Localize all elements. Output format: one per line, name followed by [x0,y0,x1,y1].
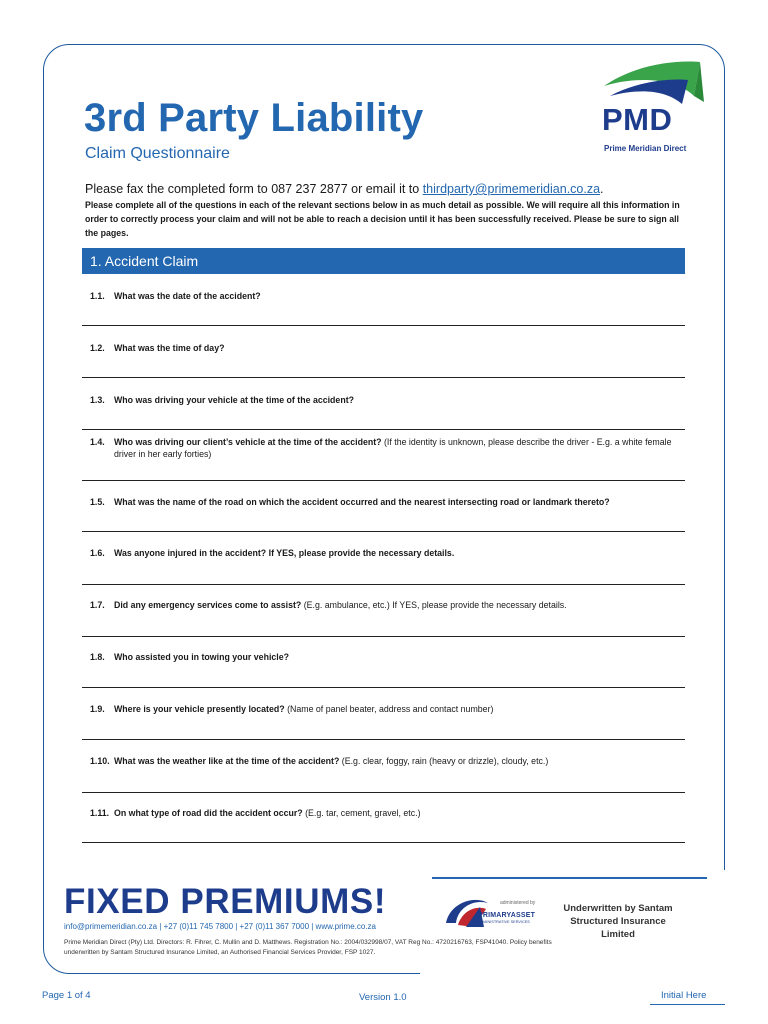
question-bold-text: Did any emergency services come to assist? [114,600,302,610]
underwritten-by: Underwritten by Santam Structured Insurance Limited [563,903,673,940]
instructions-text: Please complete all of the questions in each of the relevant sections below in as much detail as possible. We will require all this information in order to correctly process your claim and will not be able to reach a decision until it has been successfully received. Please be sure to sign all the pages. [85,200,680,238]
question-text [114,436,675,460]
question-bold-text: What was the time of day? [114,343,225,353]
question-text [114,394,675,406]
email-link[interactable]: thirdparty@primemeridian.co.za [422,182,601,196]
primary-asset-tagline: ADMINISTRATIVE SERVICES [478,920,530,924]
question-bold-text: What was the name of the road on which the accident occurred and the nearest intersecting road or landmark thereto? [114,497,610,507]
fax-instruction [85,182,604,196]
question-text [114,651,675,663]
page-subtitle: Claim Questionnaire [85,145,230,162]
initial-here-label: Initial Here [661,990,707,1001]
question-note: (E.g. clear, foggy, rain (heavy or drizzle), cloudy, etc.) [339,756,549,766]
question-number: 1.5. [90,497,105,507]
question-note: (If the identity is unknown, please describe the driver - E.g. a white female driver in her early forties) [114,437,672,459]
legal-notice: Prime Meridian Direct (Pty) Ltd. Directors: R. Fihrer, C. Mullin and D. Matthews. Registration No.: 2004/032998/07, VAT Reg No.: 4720216763, FSP41040. Policy benefits underwritten by Santam Structured Insurance Limited, an Authorised Financial Services Provider, FSP 1027. [64,939,552,956]
contact-details: info@primemeridian.co.za | +27 (0)11 745 7800 | +27 (0)11 367 7000 | www.prime.co.za [64,922,377,931]
page-number: Page 1 of 4 [42,990,91,1001]
question-row[interactable] [82,429,685,481]
section-header-accident-claim: 1. Accident Claim [82,248,685,274]
question-number: 1.4. [90,437,105,447]
question-row[interactable] [82,283,685,326]
question-bold-text: Who assisted you in towing your vehicle? [114,652,289,662]
question-bold-text: Who was driving your vehicle at the time of the accident? [114,395,355,405]
question-number: 1.11. [90,808,110,818]
question-text [114,290,675,302]
question-note: (E.g. ambulance, etc.) If YES, please provide the necessary details. [301,600,567,610]
question-row[interactable] [82,696,685,740]
logo-wordmark: PMD [602,102,673,137]
version-label: Version 1.0 [359,992,407,1003]
question-row[interactable] [82,800,685,843]
fixed-premiums-banner: FIXED PREMIUMS! [64,882,387,921]
administered-by-label: administered by [500,900,536,906]
question-note: (Name of panel beater, address and contact number) [284,704,494,714]
page-title: 3rd Party Liability [84,96,424,140]
question-number: 1.9. [90,704,105,714]
fax-text: Please fax the completed form to 087 237 2877 or email it to [85,182,423,196]
question-bold-text: On what type of road did the accident occur? [114,808,303,818]
question-row[interactable] [82,387,685,430]
question-bold-text: Was anyone injured in the accident? If YES, please provide the necessary details. [114,548,455,558]
question-text [114,342,675,354]
question-text [114,807,675,819]
question-bold-text: Where is your vehicle presently located? [114,704,285,714]
question-row[interactable] [82,335,685,378]
fax-suffix: . [600,182,604,196]
question-text [114,599,675,611]
logo-tagline: Prime Meridian Direct [604,144,687,153]
question-number: 1.1. [90,291,105,301]
question-number: 1.3. [90,395,105,405]
question-text [114,755,675,767]
question-text [114,703,675,715]
question-bold-text: What was the date of the accident? [114,291,261,301]
question-row[interactable] [82,592,685,637]
question-number: 1.6. [90,548,105,558]
initial-signature-line[interactable] [650,1004,725,1005]
question-number: 1.8. [90,652,105,662]
question-row[interactable] [82,489,685,532]
primary-asset-name: PRIMARYASSET [478,912,536,919]
question-bold-text: Who was driving our client’s vehicle at the time of the accident? [114,437,382,447]
question-bold-text: What was the weather like at the time of the accident? [114,756,340,766]
question-text [114,547,675,559]
question-number: 1.10. [90,756,110,766]
footer-divider [432,877,707,879]
question-text [114,496,675,508]
question-number: 1.7. [90,600,105,610]
question-number: 1.2. [90,343,105,353]
question-note: (E.g. tar, cement, gravel, etc.) [302,808,421,818]
question-row[interactable] [82,644,685,688]
question-row[interactable] [82,540,685,585]
question-row[interactable] [82,748,685,793]
